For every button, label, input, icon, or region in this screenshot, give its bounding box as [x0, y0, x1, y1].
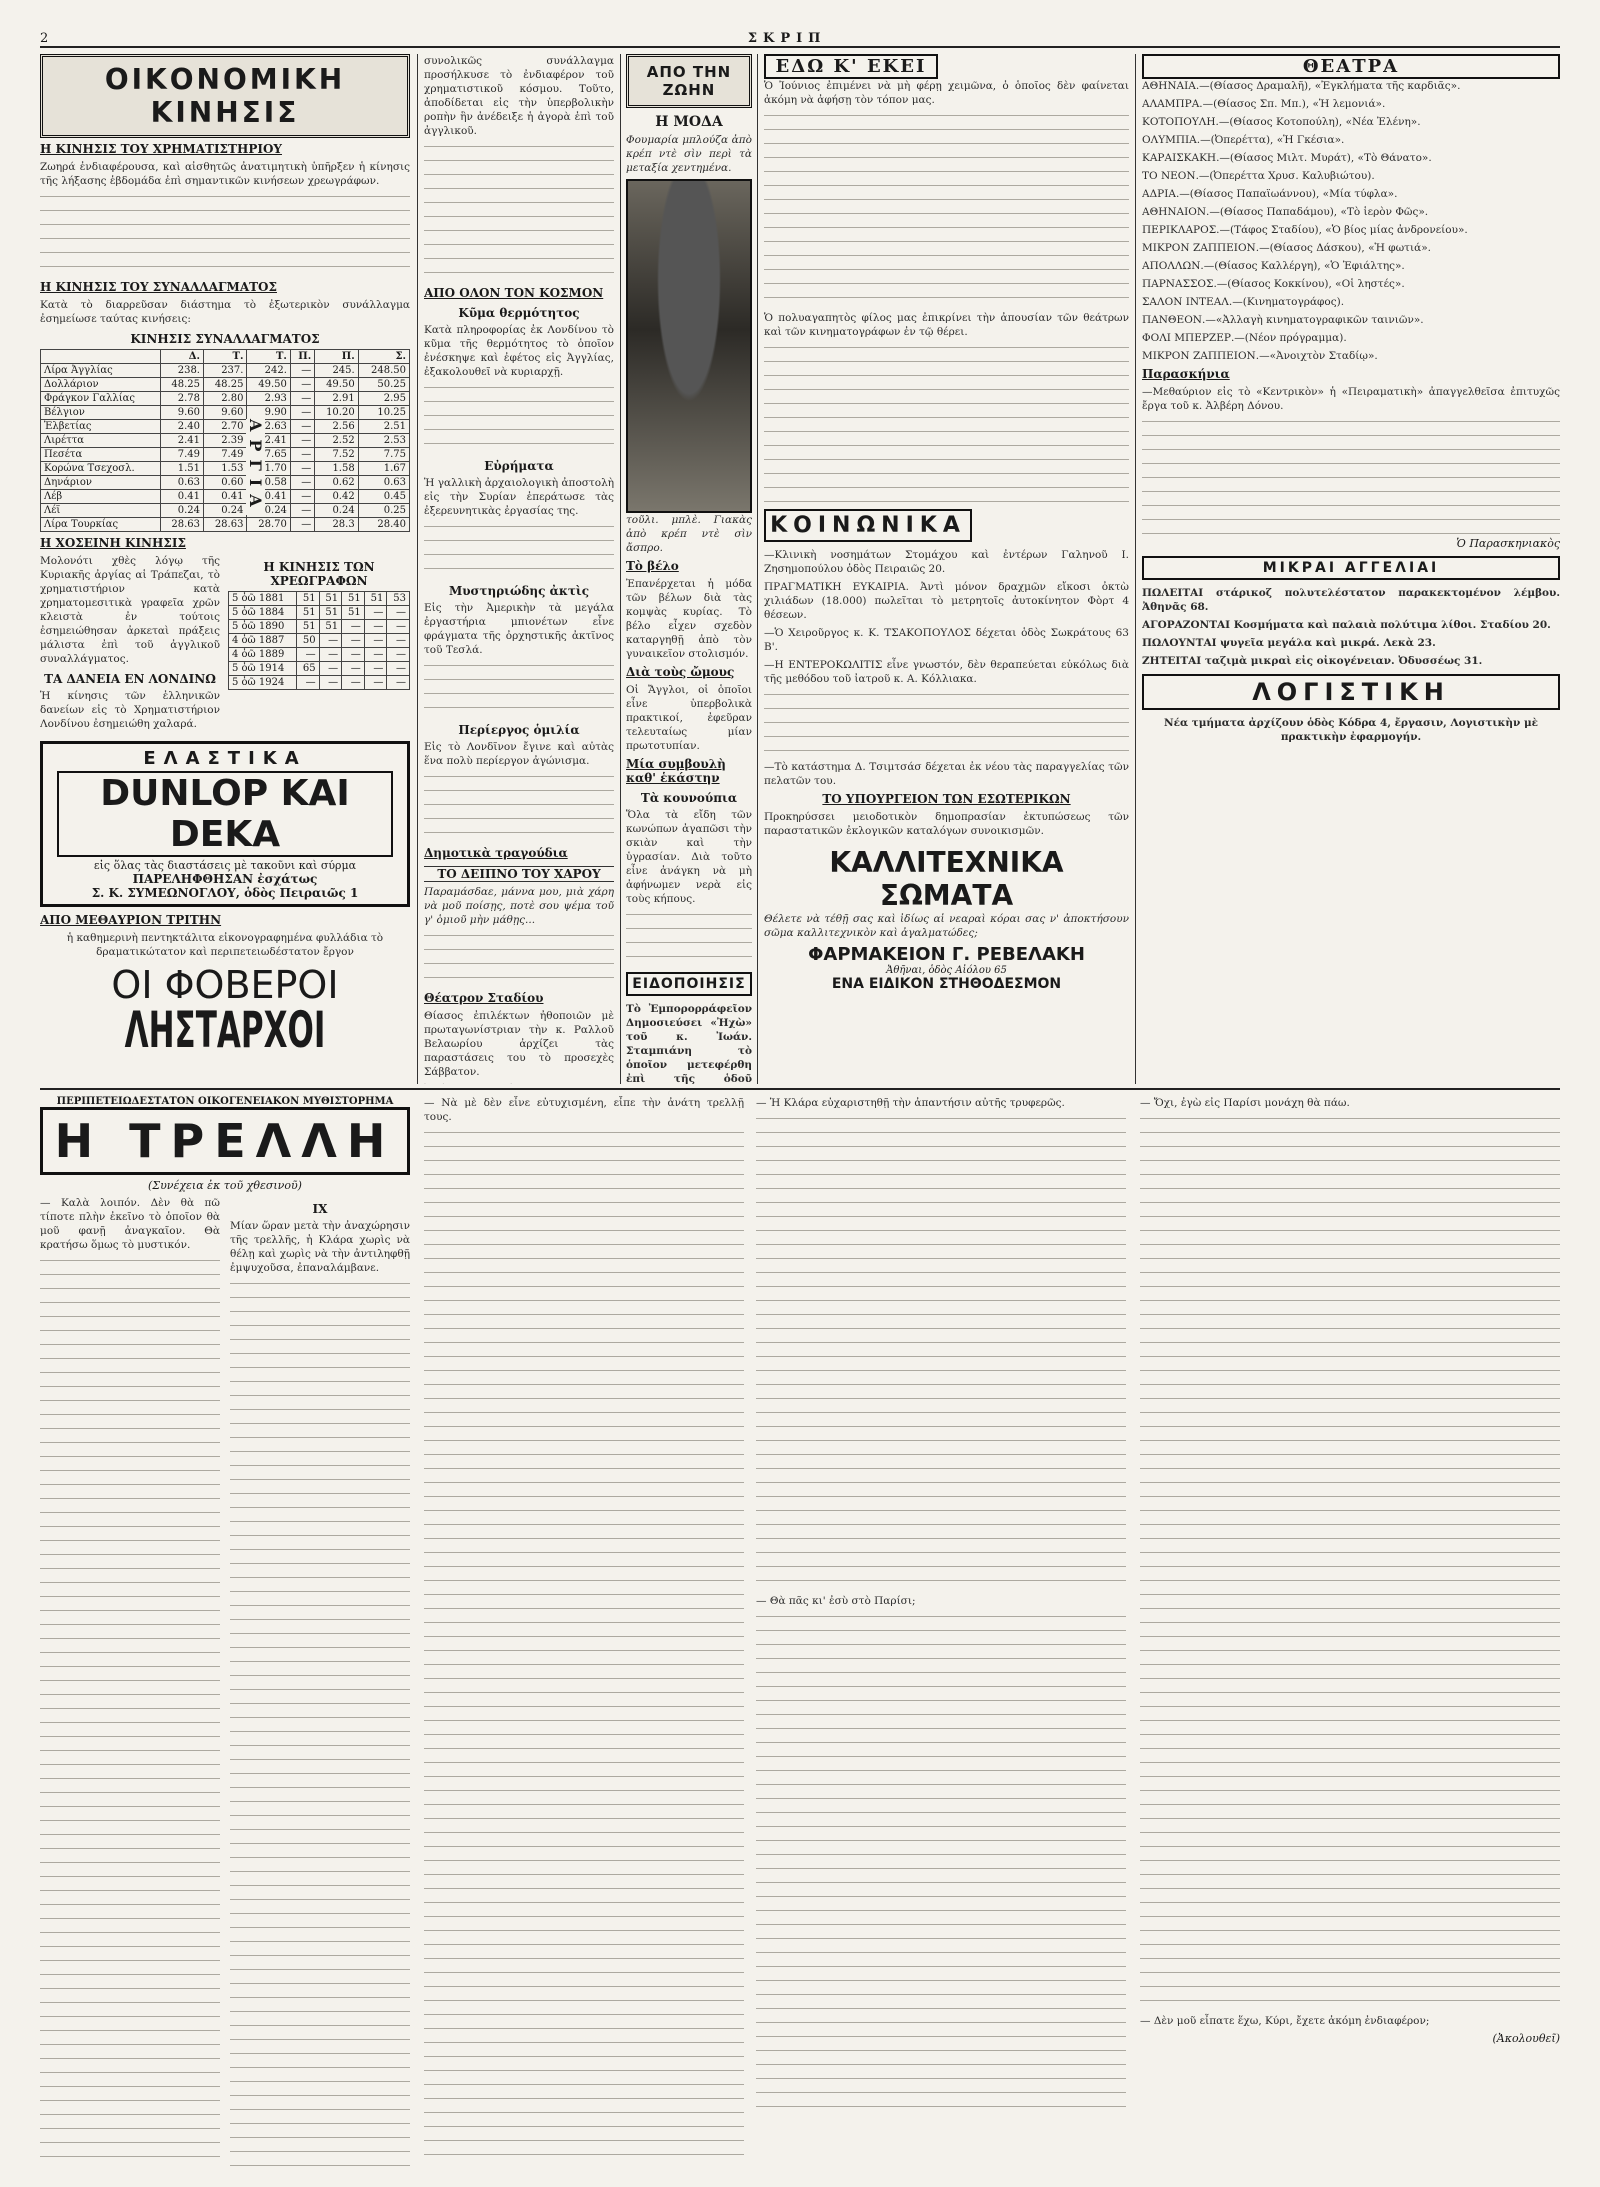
fx-cell: 2.41 [160, 434, 203, 448]
heatwave-title: Κῦμα θερμότητος [458, 306, 580, 320]
table-row [41, 364, 410, 378]
fx-cell: 2.39 [203, 434, 246, 448]
fx-cell: 50.25 [358, 378, 409, 392]
fx-caption: ΚΙΝΗΣΙΣ ΣΥΝΑΛΛΑΓΜΑΤΟΣ [130, 332, 320, 346]
list-item: ΑΓΟΡΑΖΟΝΤΑΙ Κοσμήματα καὶ παλαιὰ πολύτιμα λίθοι. Σταδίου 20. [1142, 619, 1551, 631]
fx-header-cell: Π. [315, 350, 358, 364]
list-item: ΣΑΛΟΝ ΙΝΤΕΑΛ.—(Κινηματογράφος). [1142, 296, 1345, 308]
loan-cell: 4 ὀῶ 1889 [229, 648, 297, 662]
loans-table [228, 591, 410, 690]
text-block [424, 142, 614, 282]
fx-cell: 1.53 [203, 462, 246, 476]
fx-cell: 49.50 [247, 378, 290, 392]
text-block [764, 111, 1129, 311]
loan-cell: 50 [296, 634, 319, 648]
fx-cell: 0.41 [247, 490, 290, 504]
here-there-text-1: Ὁ Ἰούνιος ἐπιμένει νὰ μὴ φέρῃ χειμῶνα, ὁ ὁποῖος δὲν φαίνεται ἀκόμη νὰ ἀφήσῃ τὸν τόπον μας. [764, 80, 1129, 106]
theatre-heading: Θέατρον Σταδίου [424, 991, 544, 1005]
text-block [756, 1612, 1126, 2112]
fx-cell: 0.58 [247, 476, 290, 490]
loan-cell: — [342, 634, 365, 648]
fx-cell: 28.63 [203, 518, 246, 532]
list-item: ΠΩΛΕΙΤΑΙ στάρικοζ πολυτελέστατον παρακεκτομένον λέμβου. Ἀθηνᾶς 68. [1142, 587, 1560, 613]
loan-cell: — [364, 620, 387, 634]
fx-cell: Λέϊ [41, 504, 161, 518]
finds-title: Εὐρήματα [484, 459, 554, 473]
page-number: 2 [40, 31, 55, 46]
loan-cell: — [387, 606, 410, 620]
table-row [41, 490, 410, 504]
fx-header-cell: Δ. [160, 350, 203, 364]
social-item-1: —Κλινικὴ νοσημάτων Στομάχου καὶ ἐντέρων Γαληνοῦ Ι. Ζησημοπούλου ὁδὸς Πειραιῶς 20. [764, 549, 1129, 575]
fx-header-cell: Τ. [247, 350, 290, 364]
table-row [41, 476, 410, 490]
social-header: ΚΟΙΝΩΝΙΚΑ [764, 509, 972, 542]
text-block [764, 690, 1129, 760]
section-rule [40, 1088, 1560, 1090]
text-block [424, 1128, 744, 2158]
fx-cell: Λίρα Ἀγγλίας [41, 364, 161, 378]
list-item: ΜΙΚΡΟΝ ΖΑΠΠΕΙΟΝ.—«Ἀνοιχτὸν Σταδίῳ». [1142, 350, 1378, 362]
fashion-intro: Φουμαρία μπλούζα ἀπὸ κρέπ ντὲ σὶν περὶ τὰ μεταξία χεντημένα. [626, 134, 752, 174]
fx-cell: 2.91 [315, 392, 358, 406]
novel-ad-title-1: ΟΙ ΦΟΒΕΡΟΙ [111, 963, 339, 1007]
backstage-text: —Μεθαύριον εἰς τὸ «Κεντρικὸν» ἡ «Πειραματικὴ» ἀπαγγελθεῖσα ἐπιτυχῶς ἔργα τοῦ κ. Ἀλβέρη Δόνου. [1142, 386, 1560, 412]
fx-cell: 2.93 [247, 392, 290, 406]
loans-heading: ΤΑ ΔΑΝΕΙΑ ΕΝ ΛΟΝΔΙΝΩ [44, 672, 216, 686]
text-block [1142, 417, 1560, 537]
column-rule [757, 54, 758, 1084]
fx-cell: 7.49 [203, 448, 246, 462]
loan-cell: — [364, 648, 387, 662]
stock-exchange-text: Ζωηρά ἐνδιαφέρουσα, καὶ αἰσθητῶς ἀνατιμητικὴ ὑπῆρξεν ἡ κίνησις τῆς λήξασης ἑβδομάδα ἐπὶ σημαντικῶν κινήσεων χρεωγράφων. [40, 161, 410, 187]
fx-cell: 2.95 [358, 392, 409, 406]
fx-cell: 0.60 [203, 476, 246, 490]
loan-cell: — [319, 662, 342, 676]
loan-cell: — [342, 620, 365, 634]
table-row [229, 606, 410, 620]
loan-cell: 51 [364, 592, 387, 606]
text-block [756, 1114, 1126, 1594]
masthead-title: ΣΚΡΙΠ [747, 31, 827, 46]
loan-cell: 5 ὀῶ 1914 [229, 662, 297, 676]
fx-cell: — [290, 406, 314, 420]
loan-cell: — [364, 662, 387, 676]
fx-cell: — [290, 420, 314, 434]
loan-cell: 5 ὀῶ 1890 [229, 620, 297, 634]
fx-cell: — [290, 518, 314, 532]
fx-cell: 28.40 [358, 518, 409, 532]
table-row [41, 434, 410, 448]
fx-cell: 2.51 [358, 420, 409, 434]
fx-cell: 7.65 [247, 448, 290, 462]
list-item: ΠΕΡΙΚΛΑΡΟΣ.—(Τάφος Σταδίου), «Ὁ βίος μίας ἀνδρονείου». [1142, 224, 1468, 236]
loan-cell: — [296, 648, 319, 662]
list-item: ΚΟΤΟΠΟΥΛΗ.—(Θίασος Κοτοπούλη), «Νέα Ἐλένη». [1142, 116, 1421, 128]
fx-cell: Δολλάριον [41, 378, 161, 392]
fx-cell: 0.25 [358, 504, 409, 518]
economy-column [40, 54, 410, 1084]
loan-cell: — [387, 676, 410, 690]
fx-cell: 9.60 [203, 406, 246, 420]
backstage-signature: Ὁ Παρασκηνιακὸς [1456, 537, 1560, 550]
fx-cell: 0.24 [160, 504, 203, 518]
speech-title: Περίεργος ὁμιλία [458, 723, 580, 737]
loans-text: Ἡ κίνησις τῶν ἑλληνικῶν δανείων εἰς τὸ Χρηματιστήριον Λονδίνου ἐσημειώθη χαλαρά. [40, 690, 220, 730]
fx-cell: — [290, 434, 314, 448]
list-item: ΑΛΑΜΠΡΑ.—(Θίασος Σπ. Μπ.), «Ἡ λεμονιά». [1142, 98, 1386, 110]
novel-paragraph-6: — Ὄχι, ἐγὼ εἰς Παρίσι μονάχη θὰ πάω. [1140, 1097, 1350, 1109]
loan-cell: — [319, 634, 342, 648]
loan-cell: 51 [342, 606, 365, 620]
table-row [41, 504, 410, 518]
novel-ad-title-2: ΛΗΣΤΑΡΧΟΙ [124, 1002, 326, 1060]
dunlop-ad-sub: ΠΑΡΕΛΗΦΘΗΣΑΝ ἐσχάτως [132, 872, 318, 886]
text-block [424, 522, 614, 578]
fx-cell: 0.24 [247, 504, 290, 518]
fx-cell: 0.24 [315, 504, 358, 518]
ministry-heading: ΤΟ ΥΠΟΥΡΓΕΙΟΝ ΤΩΝ ΕΣΩΤΕΡΙΚΩΝ [822, 792, 1071, 806]
world-heading: ΑΠΟ ΟΛΟΝ ΤΟΝ ΚΟΣΜΟΝ [424, 286, 604, 300]
loan-cell: — [364, 634, 387, 648]
fx-cell: — [290, 392, 314, 406]
loan-cell: — [364, 676, 387, 690]
text-block [40, 192, 410, 276]
novel-paragraph-2: Μίαν ὥραν μετὰ τὴν ἀναχώρησιν τῆς τρελλῆς, ἡ Κλάρα χωρὶς νὰ θέλῃ καὶ χωρὶς νὰ τὴν ἀντιληφθῇ ἐμψυχοῦσα, ἐπαναλάμβανε. [230, 1220, 410, 1274]
novel-paragraph-3: — Νὰ μὲ δὲν εἶνε εὐτυχισμένη, εἶπε τὴν ἀνάτη τρελλῇ τους. [424, 1097, 744, 1123]
loan-cell: — [387, 634, 410, 648]
folk-songs-heading: Δημοτικὰ τραγούδια [424, 846, 568, 860]
fx-cell: 2.56 [315, 420, 358, 434]
fx-cell: — [290, 490, 314, 504]
fx-cell: 0.24 [203, 504, 246, 518]
loan-cell: — [342, 676, 365, 690]
fx-cell: — [290, 364, 314, 378]
fx-cell: Λέβ [41, 490, 161, 504]
text-block [1140, 1114, 1560, 2014]
list-item: ΤΟ ΝΕΟΝ.—(Ὀπερέττα Χρυσ. Καλυβιώτου). [1142, 170, 1375, 182]
dunlop-ad-top: ΕΛΑΣΤΙΚΑ [143, 748, 307, 769]
list-item: ΚΑΡΑΙΣΚΑΚΗ.—(Θίασος Μιλτ. Μυράτ), «Τὸ Θάνατο». [1142, 152, 1432, 164]
novel-paragraph-5: — Θὰ πᾶς κι' ἐσὺ στὸ Παρίσι; [756, 1595, 916, 1607]
dunlop-ad-address: Σ. Κ. ΣΥΜΕΩΝΟΓΛΟΥ, ὁδὸς Πειραιῶς 1 [91, 886, 359, 900]
fx-cell: — [290, 448, 314, 462]
list-item: ΑΠΟΛΛΩΝ.—(Θίασος Καλλέργη), «Ὁ Ἐφιάλτης». [1142, 260, 1405, 272]
fx-cell: Κορώνα Τσεχοσλ. [41, 462, 161, 476]
fx-cell: 0.63 [160, 476, 203, 490]
list-item: ΑΘΗΝΑΙΑ.—(Θίασος Δραμαλῆ), «Ἐγκλήματα τῆς καρδιᾶς». [1142, 80, 1461, 92]
loan-cell: 65 [296, 662, 319, 676]
ad-title: ΚΑΛΛΙΤΕΧΝΙΚΑ ΣΩΜΑΤΑ [829, 846, 1064, 912]
veil-text: Ἐπανέρχεται ἡ μόδα τῶν βέλων διὰ τὰς κομψὰς κυρίας. Τὸ βέλο εἶχεν σχεδὸν καταργηθῇ ἀπὸ τὸν γυναικεῖον στολισμόν. [626, 578, 752, 660]
fx-cell: Φράγκον Γαλλίας [41, 392, 161, 406]
fx-cell: 7.49 [160, 448, 203, 462]
backstage-heading: Παρασκήνια [1142, 367, 1230, 381]
ministry-text: Προκηρύσσει μειοδοτικὸν δημοπρασίαν ἐκτυπώσεως τῶν παραστατικῶν ἐκλογικῶν καταλόγων συνοικισμῶν. [764, 811, 1129, 837]
fx-intro: Κατὰ τὸ διαρρεῦσαν διάστημα τὸ ἐξωτερικὸν συνάλλαγμα ἐσημείωσε ταύτας κινήσεις: [40, 299, 410, 325]
dunlop-ad [40, 741, 410, 907]
fx-cell: 248.50 [358, 364, 409, 378]
novel-section [40, 1096, 1560, 2167]
ray-text: Εἰς τὴν Ἀμερικὴν τὰ μεγάλα ἐργαστήρια μπιονέτων εἶνε φράγματα τῆς ὀρχηστικῆς ἀκτῖνος τοῦ Τεσλά. [424, 602, 614, 656]
list-item: ΜΙΚΡΟΝ ΖΑΠΠΕΙΟΝ.—(Θίασος Δάσκου), «Ἡ φωτιά». [1142, 242, 1431, 254]
fx-cell: 2.52 [315, 434, 358, 448]
fx-cell: Λιρέττα [41, 434, 161, 448]
fx-cell: — [290, 462, 314, 476]
table-row [229, 648, 410, 662]
table-row [229, 634, 410, 648]
theatre-text: Θίασος ἐπιλέκτων ἠθοποιῶν μὲ πρωταγωνίστριαν τὴν κ. Ραλλοῦ Βελαωρίου ἀρχίζει τὰς παραστάσεις του τὸ προσεχὲς Σάββατον. [424, 1010, 614, 1078]
loan-cell: 4 ὀῶ 1887 [229, 634, 297, 648]
fashion-caption: τοῦλι. μπλὲ. Γιακὰς ἀπὸ κρέπ ντὲ σὶν ἄσπρο. [626, 514, 752, 554]
table-row [41, 518, 410, 532]
fx-cell: Πεσέτα [41, 448, 161, 462]
poem-text: Παραμάσδαε, μάννα μου, μιὰ χάρη νὰ μοῦ ποίσῃς, ποτὲ σου ψέμα τοῦ γ' ὁμιοῦ μὴν μάθῃς... [424, 886, 614, 926]
classifieds-header: ΜΙΚΡΑΙ ΑΓΓΕΛΙΑΙ [1142, 556, 1560, 580]
ray-title: Μυστηριώδης ἀκτὶς [448, 584, 590, 598]
life-column [424, 54, 614, 1084]
fx-cell: 242. [247, 364, 290, 378]
fx-cell: 0.63 [358, 476, 409, 490]
economy-header: ΟΙΚΟΝΟΜΙΚΗ ΚΙΝΗΣΙΣ [40, 54, 410, 138]
loan-cell: 53 [387, 592, 410, 606]
loan-cell: — [319, 676, 342, 690]
fx-cell: 49.50 [315, 378, 358, 392]
speech-text: Εἰς τὸ Λονδῖνον ἔγινε καὶ αὐτὰς ἕνα πολὺ περίεργον ἀγώνισμα. [424, 741, 614, 767]
fx-table [40, 349, 410, 532]
novel-paragraph-7: — Δὲν μοῦ εἶπατε ἕχω, Κύρι, ἔχετε ἀκόμη ἐνδιαφέρον; [1140, 2015, 1430, 2027]
table-row [41, 448, 410, 462]
loan-cell: 5 ὀῶ 1924 [229, 676, 297, 690]
fx-cell: 2.80 [203, 392, 246, 406]
loan-cell: — [387, 648, 410, 662]
loan-cell: 51 [319, 620, 342, 634]
fashion-illustration [626, 179, 752, 513]
finds-text: Ἡ γαλλικὴ ἀρχαιολογικὴ ἀποστολὴ εἰς τὴν Συρίαν ἐπεράτωσε τὰς ἐξερευνητικὰς ἐργασίας της. [424, 477, 614, 517]
fx-cell: 48.25 [203, 378, 246, 392]
loan-cell: 51 [296, 592, 319, 606]
loan-cell: 51 [296, 606, 319, 620]
fx-cell: Λίρα Τουρκίας [41, 518, 161, 532]
table-row [229, 620, 410, 634]
ad-line: Θέλετε νὰ τέθῇ σας καὶ ἰδίως αἱ νεαραὶ κόραι σας ν' ἀποκτήσουν σῶμα καλλιτεχνικὸν καὶ ἀγαλματώδες; [764, 913, 1129, 939]
agro-heading [424, 1083, 614, 1084]
here-there-column [764, 54, 1129, 1084]
text-block [230, 1279, 410, 2167]
novel-kicker: ΠΕΡΙΠΕΤΕΙΩΔΕΣΤΑΤΟΝ ΟΙΚΟΓΕΝΕΙΑΚΟΝ ΜΥΘΙΣΤΟΡΗΜΑ [56, 1096, 394, 1107]
social-item-3: —Ὁ Χειροῦργος κ. Κ. ΤΣΑΚΟΠΟΥΛΟΣ δέχεται ὁδὸς Σωκράτους 63 Β'. [764, 627, 1129, 653]
loan-cell: 51 [319, 606, 342, 620]
novel-ad [40, 913, 410, 1084]
dunlop-ad-brand: DUNLOP ΚΑΙ DEKA [57, 771, 393, 857]
fx-cell: Δηνάριον [41, 476, 161, 490]
fx-cell: 0.41 [160, 490, 203, 504]
table-row [41, 462, 410, 476]
chapter-number: IX [312, 1202, 328, 1216]
newspaper-page [40, 20, 1560, 2167]
fx-cell: 0.45 [358, 490, 409, 504]
social-item-5: —Τὸ κατάστημα Δ. Τσιμτσάσ δέχεται ἐκ νέου τὰς παραγγελίας τῶν πελατῶν του. [764, 761, 1129, 787]
notice-heading: ΕΙΔΟΠΟΙΗΣΙΣ [626, 972, 752, 996]
loan-cell: 51 [319, 592, 342, 606]
fx-cell: — [290, 378, 314, 392]
fx-header-cell: Π. [290, 350, 314, 364]
table-row [41, 406, 410, 420]
to-be-continued: (Ἀκολουθεῖ) [1492, 2032, 1560, 2045]
novel-ad-kicker: ΑΠΟ ΜΕΘΑΥΡΙΟΝ ΤΡΙΤΗΝ [40, 913, 222, 927]
list-item: ΑΘΗΝΑΙΟΝ.—(Θίασος Παπαδάμου), «Τὸ ἱερὸν Φῶς». [1142, 206, 1429, 218]
fx-cell: 1.51 [160, 462, 203, 476]
shoulders-heading: Διὰ τοὺς ὤμους [626, 665, 735, 679]
theatres-column [1142, 54, 1560, 1084]
fx-cell: 238. [160, 364, 203, 378]
list-item: ΠΑΡΝΑΣΣΟΣ.—(Θίασος Κοκκίνου), «Οἱ ληστές». [1142, 278, 1405, 290]
text-block [424, 661, 614, 717]
veil-heading: Τὸ βέλο [626, 559, 679, 573]
daily-tip-heading: Μία συμβουλὴ καθ' ἑκάστην [626, 757, 726, 785]
fx-cell: 2.40 [160, 420, 203, 434]
list-item: ΠΩΛΟΥΝΤΑΙ ψυγεῖα μεγάλα καὶ μικρά. Λεκὰ 23. [1142, 637, 1436, 649]
text-block [626, 910, 752, 966]
fx-cell: 1.67 [358, 462, 409, 476]
loan-cell: — [319, 648, 342, 662]
here-there-header: ΕΔΩ Κ' ΕΚΕΙ [764, 54, 938, 79]
loan-cell: 51 [296, 620, 319, 634]
secondary-heading: Η ΧΟΣΕΙΝΗ ΚΙΝΗΣΙΣ [40, 536, 186, 550]
life-header: ΑΠΟ ΤΗΝ ΖΩΗΝ [626, 54, 752, 108]
fx-cell: 2.53 [358, 434, 409, 448]
closed-label: ΑΡΓΙΑ [246, 419, 265, 515]
fx-cell: 9.60 [160, 406, 203, 420]
heatwave-text: Κατὰ πληροφορίας ἐκ Λονδίνου τὸ κῦμα τῆς θερμότητος τὸ ὁποῖον ἐνέσκηψε καὶ ἐφέτος εἰς Ἀγγλίας, ἐξακολουθεῖ νὰ κυριαρχῇ. [424, 324, 614, 378]
fx-cell: 10.25 [358, 406, 409, 420]
pharmacy-address: Ἀθῆναι, ὁδὸς Αἰόλου 65 [886, 965, 1007, 976]
fx-cell: 245. [315, 364, 358, 378]
mosquitoes-title: Τὰ κουνούπια [640, 791, 738, 805]
fx-header-cell: Σ. [358, 350, 409, 364]
column-rule [417, 54, 418, 1084]
fashion-column [626, 54, 752, 1084]
novel-continuation: (Συνέχεια ἐκ τοῦ χθεσινοῦ) [148, 1179, 302, 1192]
list-item: ΦΟΛΙ ΜΠΕΡΖΕΡ.—(Νέον πρόγραμμα). [1142, 332, 1347, 344]
theatre-listings [1142, 79, 1560, 363]
novel-paragraph-4: — Ἡ Κλάρα εὐχαριστηθῇ τὴν ἀπαντήσιν αὐτῆς τρυφερῶς. [756, 1097, 1065, 1109]
fx-cell: 7.75 [358, 448, 409, 462]
dunlop-ad-line: εἰς ὅλας τὰς διαστάσεις μὲ τακοῦνι καὶ σύρμα [93, 859, 357, 872]
table-row [41, 392, 410, 406]
fx-cell: 2.63 [247, 420, 290, 434]
loan-cell: — [387, 662, 410, 676]
fx-cell: 28.3 [315, 518, 358, 532]
fx-cell: 2.78 [160, 392, 203, 406]
novel-paragraph-1: — Καλὰ λοιπόν. Δὲν θὰ πῶ τίποτε πλὴν ἐκεῖνο τὸ ὁποῖον θὰ μοῦ φανῇ ἀναγκαῖον. Θὰ κρατήσω ὅμως τὸ μυστικόν. [40, 1197, 220, 1251]
stock-exchange-heading: Η ΚΙΝΗΣΙΣ ΤΟΥ ΧΡΗΜΑΤΙΣΤΗΡΙΟΥ [40, 142, 282, 156]
text-block [40, 1256, 220, 2167]
table-row [41, 420, 410, 434]
text-block [764, 343, 1129, 503]
fx-cell: 28.70 [247, 518, 290, 532]
table-row [229, 676, 410, 690]
column-rule [620, 54, 621, 1084]
text-block [424, 383, 614, 453]
fx-cell: 7.52 [315, 448, 358, 462]
poem-title: ΤΟ ΔΕΙΠΝΟ ΤΟΥ ΧΑΡΟΥ [424, 866, 614, 882]
table-row [229, 662, 410, 676]
column-rule [1135, 54, 1136, 1084]
accounting-ad-text: Νέα τμήματα ἀρχίζουν ὁδὸς Κόδρα 4, ἔργασιν, Λογιστικὴν μὲ πρακτικὴν ἐφαρμογήν. [1163, 717, 1539, 743]
social-item-4: —Η ΕΝΤΕΡΟΚΩΛΙΤΙΣ εἶνε γνωστόν, δὲν θεραπεύεται εὐκόλως διὰ τῆς μεθόδου τοῦ ἰατροῦ κ. Α. Κόλλιακα. [764, 659, 1129, 685]
list-item: ΟΛΥΜΠΙΑ.—(Ὀπερέττα), «Ἡ Γκέσια». [1142, 134, 1345, 146]
fx-cell: 2.41 [247, 434, 290, 448]
accounting-ad-title: ΛΟΓΙΣΤΙΚΗ [1142, 674, 1560, 710]
pharmacy-name: ΦΑΡΜΑΚΕΙΟΝ Γ. ΡΕΒΕΛΑΚΗ [808, 944, 1085, 965]
list-item: ΠΑΝΘΕΟΝ.—«Ἀλλαγὴ κινηματογραφικῶν ταινιῶν». [1142, 314, 1424, 326]
table-row [229, 592, 410, 606]
table-row [41, 378, 410, 392]
fx-cell: 1.70 [247, 462, 290, 476]
loan-cell: — [296, 676, 319, 690]
fx-cell: 0.41 [203, 490, 246, 504]
fx-cell: — [290, 476, 314, 490]
fx-cell: 0.62 [315, 476, 358, 490]
fx-cell: 237. [203, 364, 246, 378]
fx-cell: 0.42 [315, 490, 358, 504]
loan-cell: 5 ὀῶ 1884 [229, 606, 297, 620]
novel-ad-intro: ἡ καθημερινὴ πεντηκτάλιτα εἰκονογραφημένα φυλλάδια τὸ δραματικώτατον καὶ περιπετειωδέστατον ἔργον [66, 932, 384, 958]
fx-header-cell [41, 350, 161, 364]
fx-cell: 28.63 [160, 518, 203, 532]
theatres-header: ΘΕΑΤΡΑ [1142, 54, 1560, 79]
fx-cell: 1.58 [315, 462, 358, 476]
fx-cell: — [290, 504, 314, 518]
loan-cell: — [342, 648, 365, 662]
loan-cell: 51 [342, 592, 365, 606]
loan-cell: 5 ὀῶ 1881 [229, 592, 297, 606]
social-item-2: ΠΡΑΓΜΑΤΙΚΗ ΕΥΚΑΙΡΙΑ. Ἀντὶ μόνον δραχμῶν εἴκοσι ὀκτὼ χιλιάδων (18.000) πωλεῖται τὸ μετρητοῖς ἀυτοκίνητον Φὸρτ 4 θέσεων. [764, 581, 1129, 621]
loans-caption: Η ΚΙΝΗΣΙΣ ΤΩΝ ΧΡΕΩΓΡΑΦΩΝ [263, 560, 375, 588]
mosquitoes-text: Ὅλα τὰ εἴδη τῶν κωνώπων ἀγαπῶσι τὴν σκιὰν καὶ τὴν ὑγρασίαν. Διὰ τοῦτο εἶνε ἀνάγκη νὰ μὴ ἀφήνωμεν νερὰ εἰς τοὺς κήπους. [626, 809, 752, 905]
fx-cell: 10.20 [315, 406, 358, 420]
fx-header-cell: Τ. [203, 350, 246, 364]
fx-cell: 9.90 [247, 406, 290, 420]
list-item: ΖΗΤΕΙΤΑΙ ταζιμὰ μικραὶ εἰς οἰκογένειαν. Ὀδυσσέως 31. [1142, 655, 1483, 667]
loan-cell: — [364, 606, 387, 620]
masthead [40, 20, 1560, 48]
fx-cell: 48.25 [160, 378, 203, 392]
fashion-heading: Η ΜΟΔΑ [655, 114, 723, 130]
shoulders-text: Οἱ Ἄγγλοι, οἱ ὁποῖοι εἶνε ὑπερβολικὰ πρακτικοί, ἐφεῦραν τελευταίως μίαν πρωτοτυπίαν. [626, 684, 752, 752]
pharmacy-product: ΕΝΑ ΕΙΔΙΚΟΝ ΣΤΗΘΟΔΕΣΜΟΝ [831, 976, 1062, 992]
text-block [424, 772, 614, 842]
text-block [424, 931, 614, 987]
fx-cell: 2.70 [203, 420, 246, 434]
fx-cell: Ἑλβετίας [41, 420, 161, 434]
classifieds-list [1142, 586, 1560, 668]
novel-title: Η ΤΡΕΛΛΗ [40, 1107, 410, 1175]
economy-continued: συνολικῶς συνάλλαγμα προσήλκυσε τὸ ἐνδιαφέρον τοῦ χρηματιστικοῦ κόσμου. Τοῦτο, ἀποδίδεται εἰς τὴν ὑπερβολικὴν ροπὴν ἣν ἀνέδειξε ἡ ἀγορὰ ἐπὶ τοῦ ἀγγλικοῦ. [424, 55, 614, 137]
fx-cell: Βέλγιον [41, 406, 161, 420]
notice-text: Τὸ Ἐμπορορράφεῖον Δημοσιεύσει «Ἠχὼ» τοῦ κ. Ἰωάν. Σταμπιάνη τὸ ὁποῖον μετεφέρθη ἐπὶ τῆς ὁδοῦ [626, 1003, 752, 1084]
secondary-text: Μολονότι χθὲς λόγῳ τῆς Κυριακῆς ἀργίας αἱ Τράπεζαι, τὸ χρηματιστήριον κατὰ χρηματομεσιτικὰ γραφεῖα χρῶν κλειστὰ ἐν τούτοις ἐσημειώθησαν ἀρκεταὶ πράξεις μάλιστα ἐπὶ τοῦ ἀγγλικοῦ συναλλάγματος. [40, 555, 220, 665]
fx-heading: Η ΚΙΝΗΣΙΣ ΤΟΥ ΣΥΝΑΛΛΑΓΜΑΤΟΣ [40, 280, 277, 294]
here-there-text-2: Ὁ πολυαγαπητὸς φίλος μας ἐπικρίνει τὴν ἀπουσίαν τῶν θεάτρων καὶ τῶν κινηματογράφων ἐν τῷ θέρει. [764, 312, 1129, 338]
list-item: ΑΔΡΙΑ.—(Θίασος Παπαϊωάννου), «Μία τύφλα». [1142, 188, 1398, 200]
loan-cell: — [342, 662, 365, 676]
loan-cell: — [387, 620, 410, 634]
